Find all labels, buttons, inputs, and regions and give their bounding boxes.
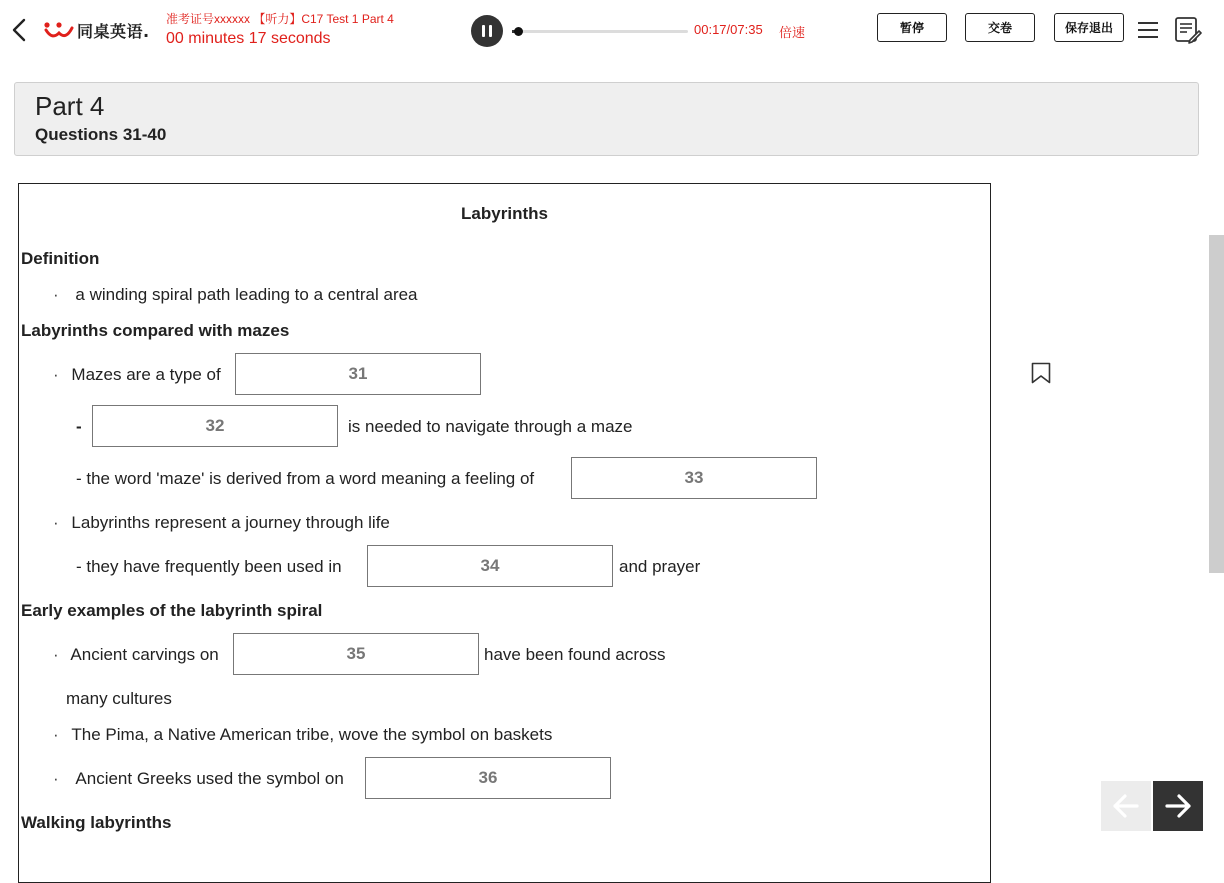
- question-sheet: [18, 183, 991, 883]
- logo-text: 同桌英语.: [77, 21, 150, 41]
- bookmark-icon: [1031, 362, 1051, 384]
- audio-progress-knob[interactable]: [514, 27, 523, 36]
- menu-button[interactable]: [1137, 21, 1159, 39]
- bookmark-button[interactable]: [1031, 362, 1051, 384]
- answer-input-31[interactable]: 31: [235, 353, 481, 395]
- q35-continuation: many cultures: [66, 689, 172, 708]
- app-logo: [44, 18, 150, 42]
- q35-line: · Ancient carvings on: [53, 645, 219, 664]
- answer-input-32[interactable]: 32: [92, 405, 338, 447]
- pause-button[interactable]: 暂停: [877, 13, 947, 42]
- q32-dash: -: [76, 417, 82, 436]
- audio-time-display: 00:17/07:35: [694, 22, 763, 37]
- audio-progress-bar[interactable]: [512, 30, 688, 33]
- answer-input-34[interactable]: 34: [367, 545, 613, 587]
- previous-question-button[interactable]: [1101, 781, 1151, 831]
- q36-line: · Ancient Greeks used the symbol on: [53, 769, 344, 788]
- section-heading-early: Early examples of the labyrinth spiral: [21, 601, 323, 620]
- logo-icon: [44, 20, 74, 40]
- notes-edit-icon: [1174, 16, 1202, 44]
- pima-line: · The Pima, a Native American tribe, wove the symbol on baskets: [53, 725, 553, 744]
- section-heading-compared: Labyrinths compared with mazes: [21, 321, 290, 340]
- answer-input-35[interactable]: 35: [233, 633, 479, 675]
- submit-button[interactable]: 交卷: [965, 13, 1035, 42]
- hamburger-menu-icon: [1137, 21, 1159, 39]
- back-button[interactable]: [10, 18, 30, 42]
- exam-id-text: 准考证号xxxxxx 【听力】C17 Test 1 Part 4: [166, 12, 394, 26]
- q34-post: and prayer: [619, 557, 701, 576]
- pause-audio-button[interactable]: [471, 15, 503, 47]
- q33-line: - the word 'maze' is derived from a word meaning a feeling of: [76, 469, 535, 488]
- definition-line: · a winding spiral path leading to a central area: [53, 285, 418, 304]
- questions-range: Questions 31-40: [35, 125, 167, 144]
- arrow-left-icon: [1101, 781, 1151, 831]
- sheet-title: Labyrinths: [461, 204, 548, 223]
- part-banner: [14, 82, 1199, 156]
- answer-input-36[interactable]: 36: [365, 757, 611, 799]
- q34-line: - they have frequently been used in: [76, 557, 342, 576]
- section-heading-walking: Walking labyrinths: [21, 813, 172, 832]
- chevron-left-icon: [10, 18, 30, 42]
- q35-post: have been found across: [484, 645, 666, 664]
- save-exit-button[interactable]: 保存退出: [1054, 13, 1124, 42]
- part-title: Part 4: [35, 91, 105, 121]
- scrollbar-thumb[interactable]: [1209, 235, 1224, 573]
- q31-line: · Mazes are a type of: [53, 365, 221, 384]
- arrow-right-icon: [1153, 781, 1203, 831]
- next-question-button[interactable]: [1153, 781, 1203, 831]
- playback-speed-button[interactable]: 倍速: [779, 25, 806, 40]
- q32-line: is needed to navigate through a maze: [348, 417, 633, 436]
- notes-button[interactable]: [1174, 16, 1202, 44]
- answer-input-33[interactable]: 33: [571, 457, 817, 499]
- elapsed-time-text: 00 minutes 17 seconds: [166, 30, 331, 47]
- journey-line: · Labyrinths represent a journey through life: [53, 513, 390, 532]
- section-heading-definition: Definition: [21, 249, 100, 268]
